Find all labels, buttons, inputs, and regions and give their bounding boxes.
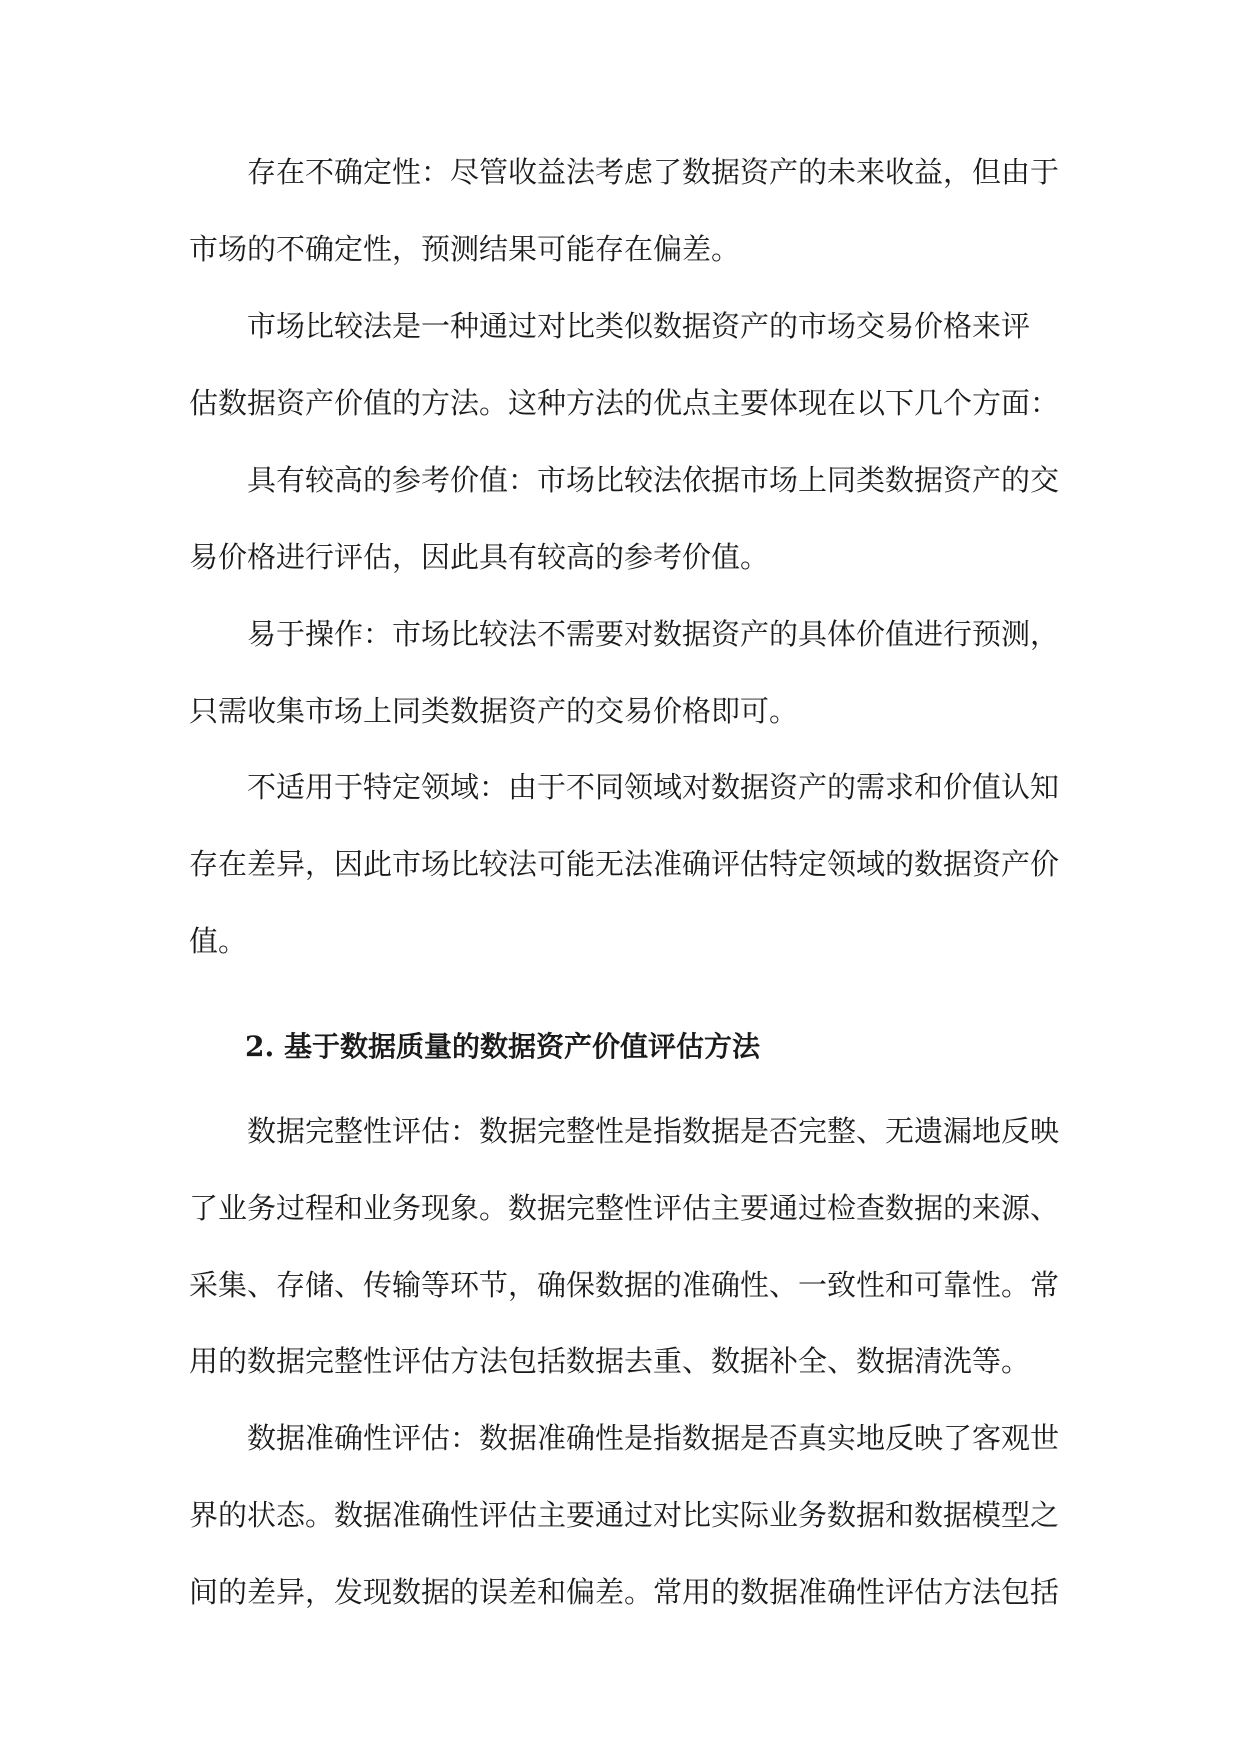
body-text-line: 存在不确定性：尽管收益法考虑了数据资产的未来收益，但由于	[247, 155, 1060, 189]
body-text-line: 市场的不确定性，预测结果可能存在偏差。	[189, 232, 741, 266]
body-text-line: 数据完整性评估：数据完整性是指数据是否完整、无遗漏地反映	[247, 1114, 1060, 1148]
body-text-line: 易价格进行评估，因此具有较高的参考价值。	[189, 540, 770, 574]
body-text-line: 只需收集市场上同类数据资产的交易价格即可。	[189, 694, 799, 728]
body-text-line: 估数据资产价值的方法。这种方法的优点主要体现在以下几个方面：	[189, 386, 1060, 420]
body-text-line: 采集、存储、传输等环节，确保数据的准确性、一致性和可靠性。常	[189, 1268, 1060, 1302]
body-text-line: 界的状态。数据准确性评估主要通过对比实际业务数据和数据模型之	[189, 1498, 1060, 1532]
body-text-line: 数据准确性评估：数据准确性是指数据是否真实地反映了客观世	[247, 1421, 1060, 1455]
section-heading: 2. 基于数据质量的数据资产价值评估方法	[245, 1030, 760, 1063]
body-text-line: 值。	[189, 924, 248, 958]
body-text-line: 了业务过程和业务现象。数据完整性评估主要通过检查数据的来源、	[189, 1191, 1060, 1225]
body-text-line: 具有较高的参考价值：市场比较法依据市场上同类数据资产的交	[247, 463, 1060, 497]
body-text-line: 间的差异，发现数据的误差和偏差。常用的数据准确性评估方法包括	[189, 1575, 1060, 1609]
body-text-line: 不适用于特定领域：由于不同领域对数据资产的需求和价值认知	[247, 770, 1060, 804]
body-text-line: 易于操作：市场比较法不需要对数据资产的具体价值进行预测，	[247, 617, 1060, 651]
body-text-line: 市场比较法是一种通过对比类似数据资产的市场交易价格来评	[247, 309, 1031, 343]
body-text-line: 存在差异，因此市场比较法可能无法准确评估特定领域的数据资产价	[189, 847, 1060, 881]
body-text-line: 用的数据完整性评估方法包括数据去重、数据补全、数据清洗等。	[189, 1344, 1031, 1378]
